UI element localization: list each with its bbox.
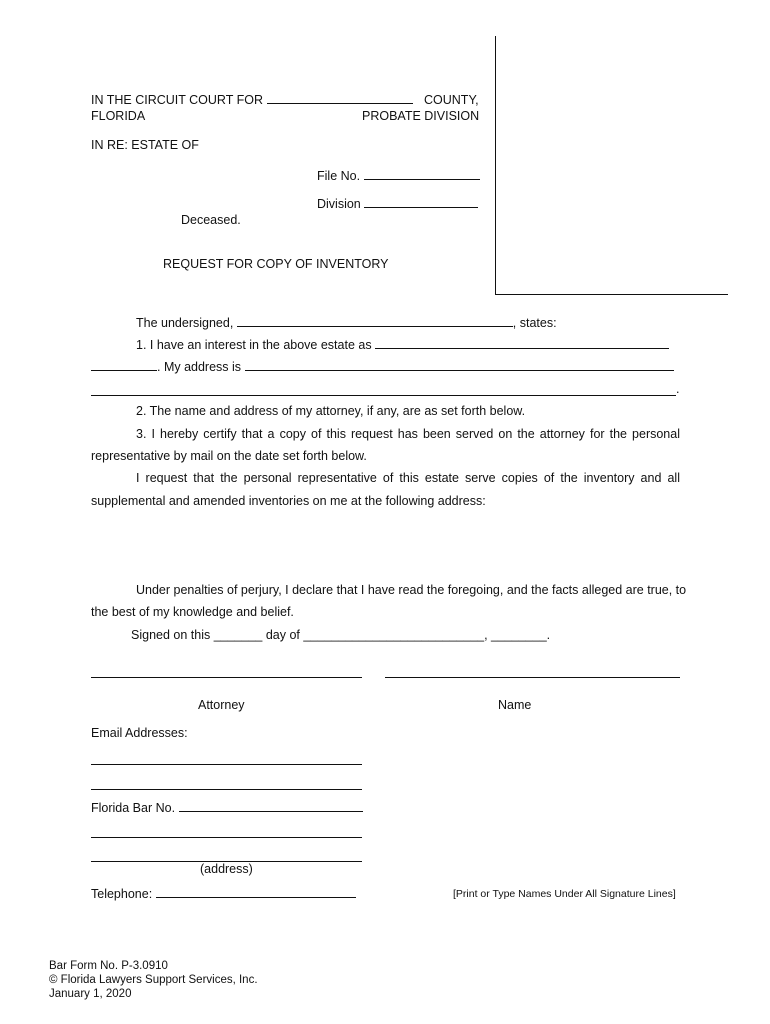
telephone-line <box>91 887 356 901</box>
email-label: Email Addresses: <box>91 726 188 740</box>
copyright: © Florida Lawyers Support Services, Inc. <box>49 974 258 986</box>
caption-divider-horizontal <box>495 294 728 295</box>
undersigned-suffix: , states: <box>512 316 557 330</box>
signed-line[interactable]: Signed on this _______ day of __________________________, ________. <box>131 628 551 642</box>
attorney-signature-line[interactable] <box>91 677 362 678</box>
bar-number-line <box>91 801 363 815</box>
form-date: January 1, 2020 <box>49 988 132 1000</box>
bar-number-blank[interactable] <box>179 810 363 812</box>
undersigned-prefix: The undersigned, <box>136 316 234 330</box>
caption-divider-vertical <box>495 36 496 295</box>
telephone-blank[interactable] <box>156 896 356 898</box>
item3-line1: 3. I hereby certify that a copy of this request has been served on the attorney for the personal <box>136 427 680 441</box>
email-line-1[interactable] <box>91 764 362 765</box>
item2: 2. The name and address of my attorney, if any, are as set forth below. <box>136 404 526 418</box>
undersigned-line <box>136 316 557 330</box>
item1-prefix: 1. I have an interest in the above estate as <box>136 338 372 352</box>
deceased-label: Deceased. <box>181 213 241 227</box>
bar-label: Florida Bar No. <box>91 801 176 815</box>
form-number: Bar Form No. P-3.0910 <box>49 960 168 972</box>
in-re-label: IN RE: ESTATE OF <box>91 138 199 152</box>
address-blank-line2[interactable] <box>91 395 676 396</box>
interest-blank[interactable] <box>375 347 669 349</box>
item3-line2: representative by mail on the date set forth below. <box>91 449 367 463</box>
undersigned-blank[interactable] <box>237 325 513 327</box>
perjury-line2: the best of my knowledge and belief. <box>91 605 294 619</box>
name-label: Name <box>498 698 532 712</box>
division-blank[interactable] <box>364 206 478 208</box>
item1-cont: . My address is <box>157 360 242 374</box>
address-line-1[interactable] <box>91 837 362 838</box>
email-line-2[interactable] <box>91 789 362 790</box>
file-no-blank[interactable] <box>364 178 480 180</box>
file-no-label: File No. <box>317 169 361 183</box>
file-no-line <box>317 169 480 183</box>
item1-cont-line <box>91 360 674 374</box>
court-prefix: IN THE CIRCUIT COURT FOR <box>91 93 264 107</box>
interest-blank-cont[interactable] <box>91 369 157 371</box>
division-line <box>317 197 478 211</box>
division-name: PROBATE DIVISION <box>362 109 480 123</box>
item1-line <box>136 338 669 352</box>
court-line <box>91 93 413 107</box>
county-blank[interactable] <box>267 102 413 104</box>
telephone-label: Telephone: <box>91 887 153 901</box>
document-title: REQUEST FOR COPY OF INVENTORY <box>163 257 389 271</box>
address-label: (address) <box>200 862 253 876</box>
print-note: [Print or Type Names Under All Signature Lines] <box>453 888 676 900</box>
request-line2: supplemental and amended inventories on me at the following address: <box>91 494 486 508</box>
division-label: Division <box>317 197 361 211</box>
name-signature-line[interactable] <box>385 677 680 678</box>
address-blank[interactable] <box>245 369 674 371</box>
request-line1: I request that the personal representative of this estate serve copies of the inventory and all <box>136 471 680 485</box>
attorney-label: Attorney <box>198 698 245 712</box>
state-label: FLORIDA <box>91 109 146 123</box>
item1-end: . <box>676 382 680 396</box>
county-label: COUNTY, <box>424 93 479 107</box>
perjury-line1: Under penalties of perjury, I declare that I have read the foregoing, and the facts alleged are true, to <box>136 583 687 597</box>
